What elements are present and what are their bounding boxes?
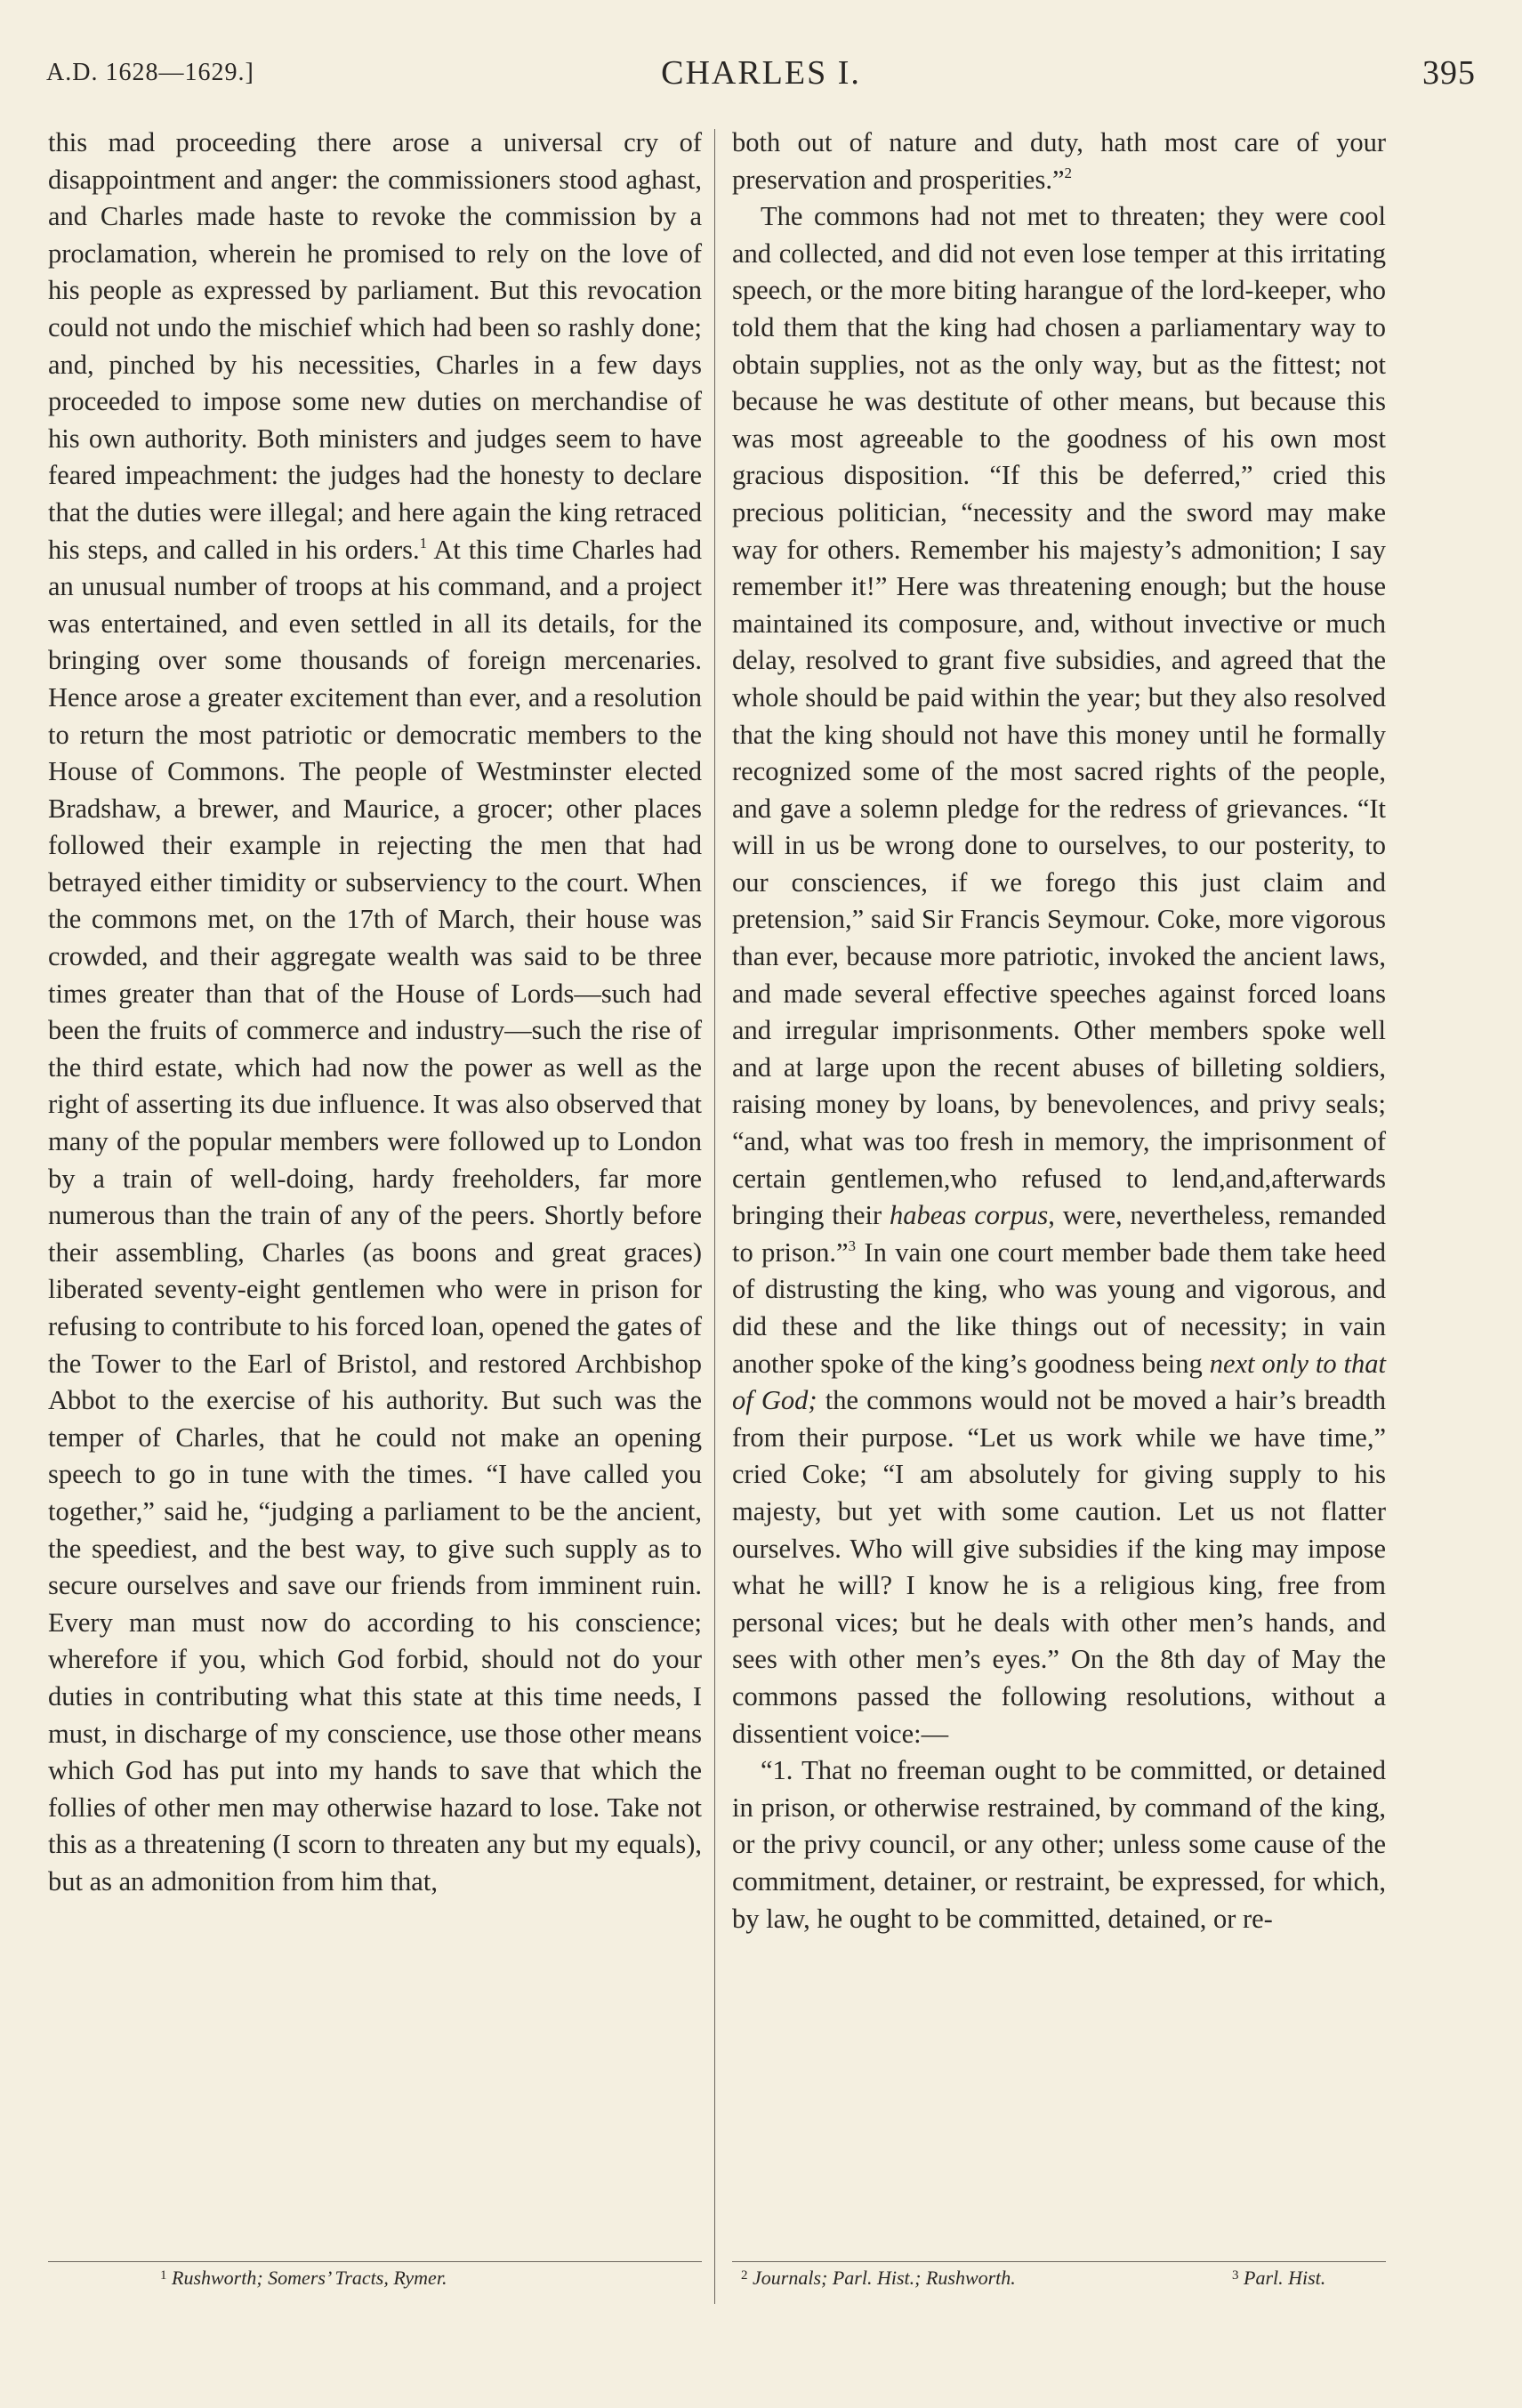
- header-date-range: A.D. 1628—1629.]: [46, 59, 254, 86]
- left-column: [48, 125, 702, 1901]
- left-p1-text-b: At this time Charles had an unusual number of troops at his command, and a project was entertained, and even settled in all its details, for the bringing over some thousands of foreign mercenaries. Hence arose a greater excitement than ever, and a resolution to return the most patriotic or democratic members to the House of Commons. The people of Westminster elected Bradshaw, a brewer, and Maurice, a grocer; other places followed their example in rejecting the men that had betrayed either timidity or subserviency to the court. When the commons met, on the 17th of March, their house was crowded, and their aggregate wealth was said to be three times greater than that of the House of Lords—such had been the fruits of commerce and industry—such the rise of the third estate, which had now the power as well as the right of asserting its due influence. It was also observed that many of the popular members were followed up to London by a train of well-doing, hardy freeholders, far more numerous than the train of any of the peers. Shortly before their assembling, Charles (as boons and great graces) liberated seventy-eight gentlemen who were in prison for refusing to contribute to his forced loan, opened the gates of the Tower to the Earl of Bristol, and restored Archbishop Abbot to the exercise of his authority. But such was the temper of Charles, that he could not make an opening speech to go in tune with the times. “I have called you together,” said he, “judging a parliament to be the ancient, the speediest, and the best way, to give such supply as to secure ourselves and save our friends from imminent ruin. Every man must now do according to his conscience; wherefore if you, which God forbid, should not do your duties in contributing what this state at this time needs, I must, in discharge of my conscience, use those other means which God has put into my hands to save that which the follies of other men may otherwise hazard to lose. Take not this as a threatening (I scorn to threaten any but my equals), but as an admonition from him that,: [48, 534, 702, 1897]
- right-paragraph-3: [732, 1752, 1386, 1937]
- column-divider: [714, 129, 715, 2304]
- right-p2-text-d: the commons would not be moved a hair’s breadth from their purpose. “Let us work while we have time,” cried Coke; “I am absolutely for giving supply to his majesty, but yet with some caution. Let us not flatter ourselves. Who will give subsidies if the king may impose what he will? I know he is a religious king, free from personal vices; but he deals with other men’s hands, and sees with other men’s eyes.” On the 8th day of May the commons passed the following resolutions, without a dissentient voice:—: [732, 1385, 1386, 1749]
- footnote-ref-3: 3: [848, 1236, 857, 1254]
- footnote-2: [741, 2267, 1016, 2290]
- left-paragraph-1: [48, 125, 702, 1901]
- left-p1-text-a: this mad proceeding there arose a universal cry of disappointment and anger: the commissioners stood aghast, and Charles made haste to revoke the commission by a proclamation, wherein he promised to rely on the love of his people as expressed by parliament. But this revocation could not undo the mischief which had been so rashly done; and, pinched by his necessities, Charles in a few days proceeded to impose some new duties on merchandise of his own authority. Both ministers and judges seem to have feared impeachment: the judges had the honesty to declare that the duties were illegal; and here again the king retraced his steps, and called in his orders.: [48, 127, 702, 565]
- footnote-1-number: 1: [160, 2268, 167, 2283]
- right-column: [732, 125, 1386, 1937]
- footnote-ref-1: 1: [419, 534, 428, 552]
- footnote-1: [160, 2267, 447, 2290]
- footnote-3-number: 3: [1232, 2268, 1239, 2283]
- footnote-rule-right: [732, 2261, 1386, 2262]
- right-p2-italic-god: next only to that of God;: [732, 1348, 1386, 1416]
- footnote-2-number: 2: [741, 2268, 748, 2283]
- page-number: 395: [1422, 54, 1476, 92]
- running-header: [46, 53, 1476, 107]
- header-title: CHARLES I.: [661, 54, 861, 92]
- footnote-rule-left: [48, 2261, 702, 2262]
- footnote-3-text: Parl. Hist.: [1244, 2267, 1326, 2289]
- right-paragraph-2: [732, 198, 1386, 1752]
- right-p2-italic-habeas: habeas corpus: [889, 1200, 1049, 1231]
- right-p2-text-c: In vain one court member bade them take heed of distrusting the king, who was young and vigorous, and did these and the like things out of necessity; in vain another spoke of the king’s goodness being: [732, 1236, 1386, 1379]
- footnote-ref-2: 2: [1064, 164, 1072, 181]
- right-p1-text: both out of nature and duty, hath most care of your preservation and prosperities.”: [732, 127, 1386, 195]
- right-p2-text-a: The commons had not met to threaten; they were cool and collected, and did not even lose temper at this irritating speech, or the more biting harangue of the lord-keeper, who told them that the king had chosen a parliamentary way to obtain supplies, not as the only way, but as the fittest; not because he was destitute of other means, but because this was most agreeable to the goodness of his own most gracious disposition. “If this be deferred,” cried this precious politician, “necessity and the sword may make way for others. Remember his majesty’s admonition; I say remember it!” Here was threatening enough; but the house maintained its composure, and, without invective or much delay, resolved to grant five subsidies, and agreed that the whole should be paid within the year; but they also resolved that the king should not have this money until he formally recognized some of the most sacred rights of the people, and gave a solemn pledge for the redress of grievances. “It will in us be wrong done to ourselves, to our posterity, to our consciences, if we forego this just claim and pretension,” said Sir Francis Seymour. Coke, more vigorous than ever, because more patriotic, invoked the ancient laws, and made several effective speeches against forced loans and irregular imprisonments. Other members spoke well and at large upon the recent abuses of billeting soldiers, raising money by loans, by benevolences, and privy seals; “and, what was too fresh in memory, the imprisonment of certain gentlemen,who refused to lend,and,afterwards bringing their: [732, 201, 1386, 1231]
- footnote-1-text: Rushworth; Somers’ Tracts, Rymer.: [172, 2267, 447, 2289]
- right-paragraph-1: [732, 125, 1386, 198]
- right-p2-text-b: , were, nevertheless, remanded to prison.”: [732, 1200, 1387, 1268]
- footnote-3: [1232, 2267, 1325, 2290]
- footnote-2-text: Journals; Parl. Hist.; Rushworth.: [753, 2267, 1016, 2289]
- right-p3-text: “1. That no freeman ought to be committed, or detained in prison, or otherwise restrained, by command of the king, or the privy council, or any other; unless some cause of the commitment, detainer, or restraint, be expressed, for which, by law, he ought to be committed, detained, or re-: [732, 1755, 1386, 1934]
